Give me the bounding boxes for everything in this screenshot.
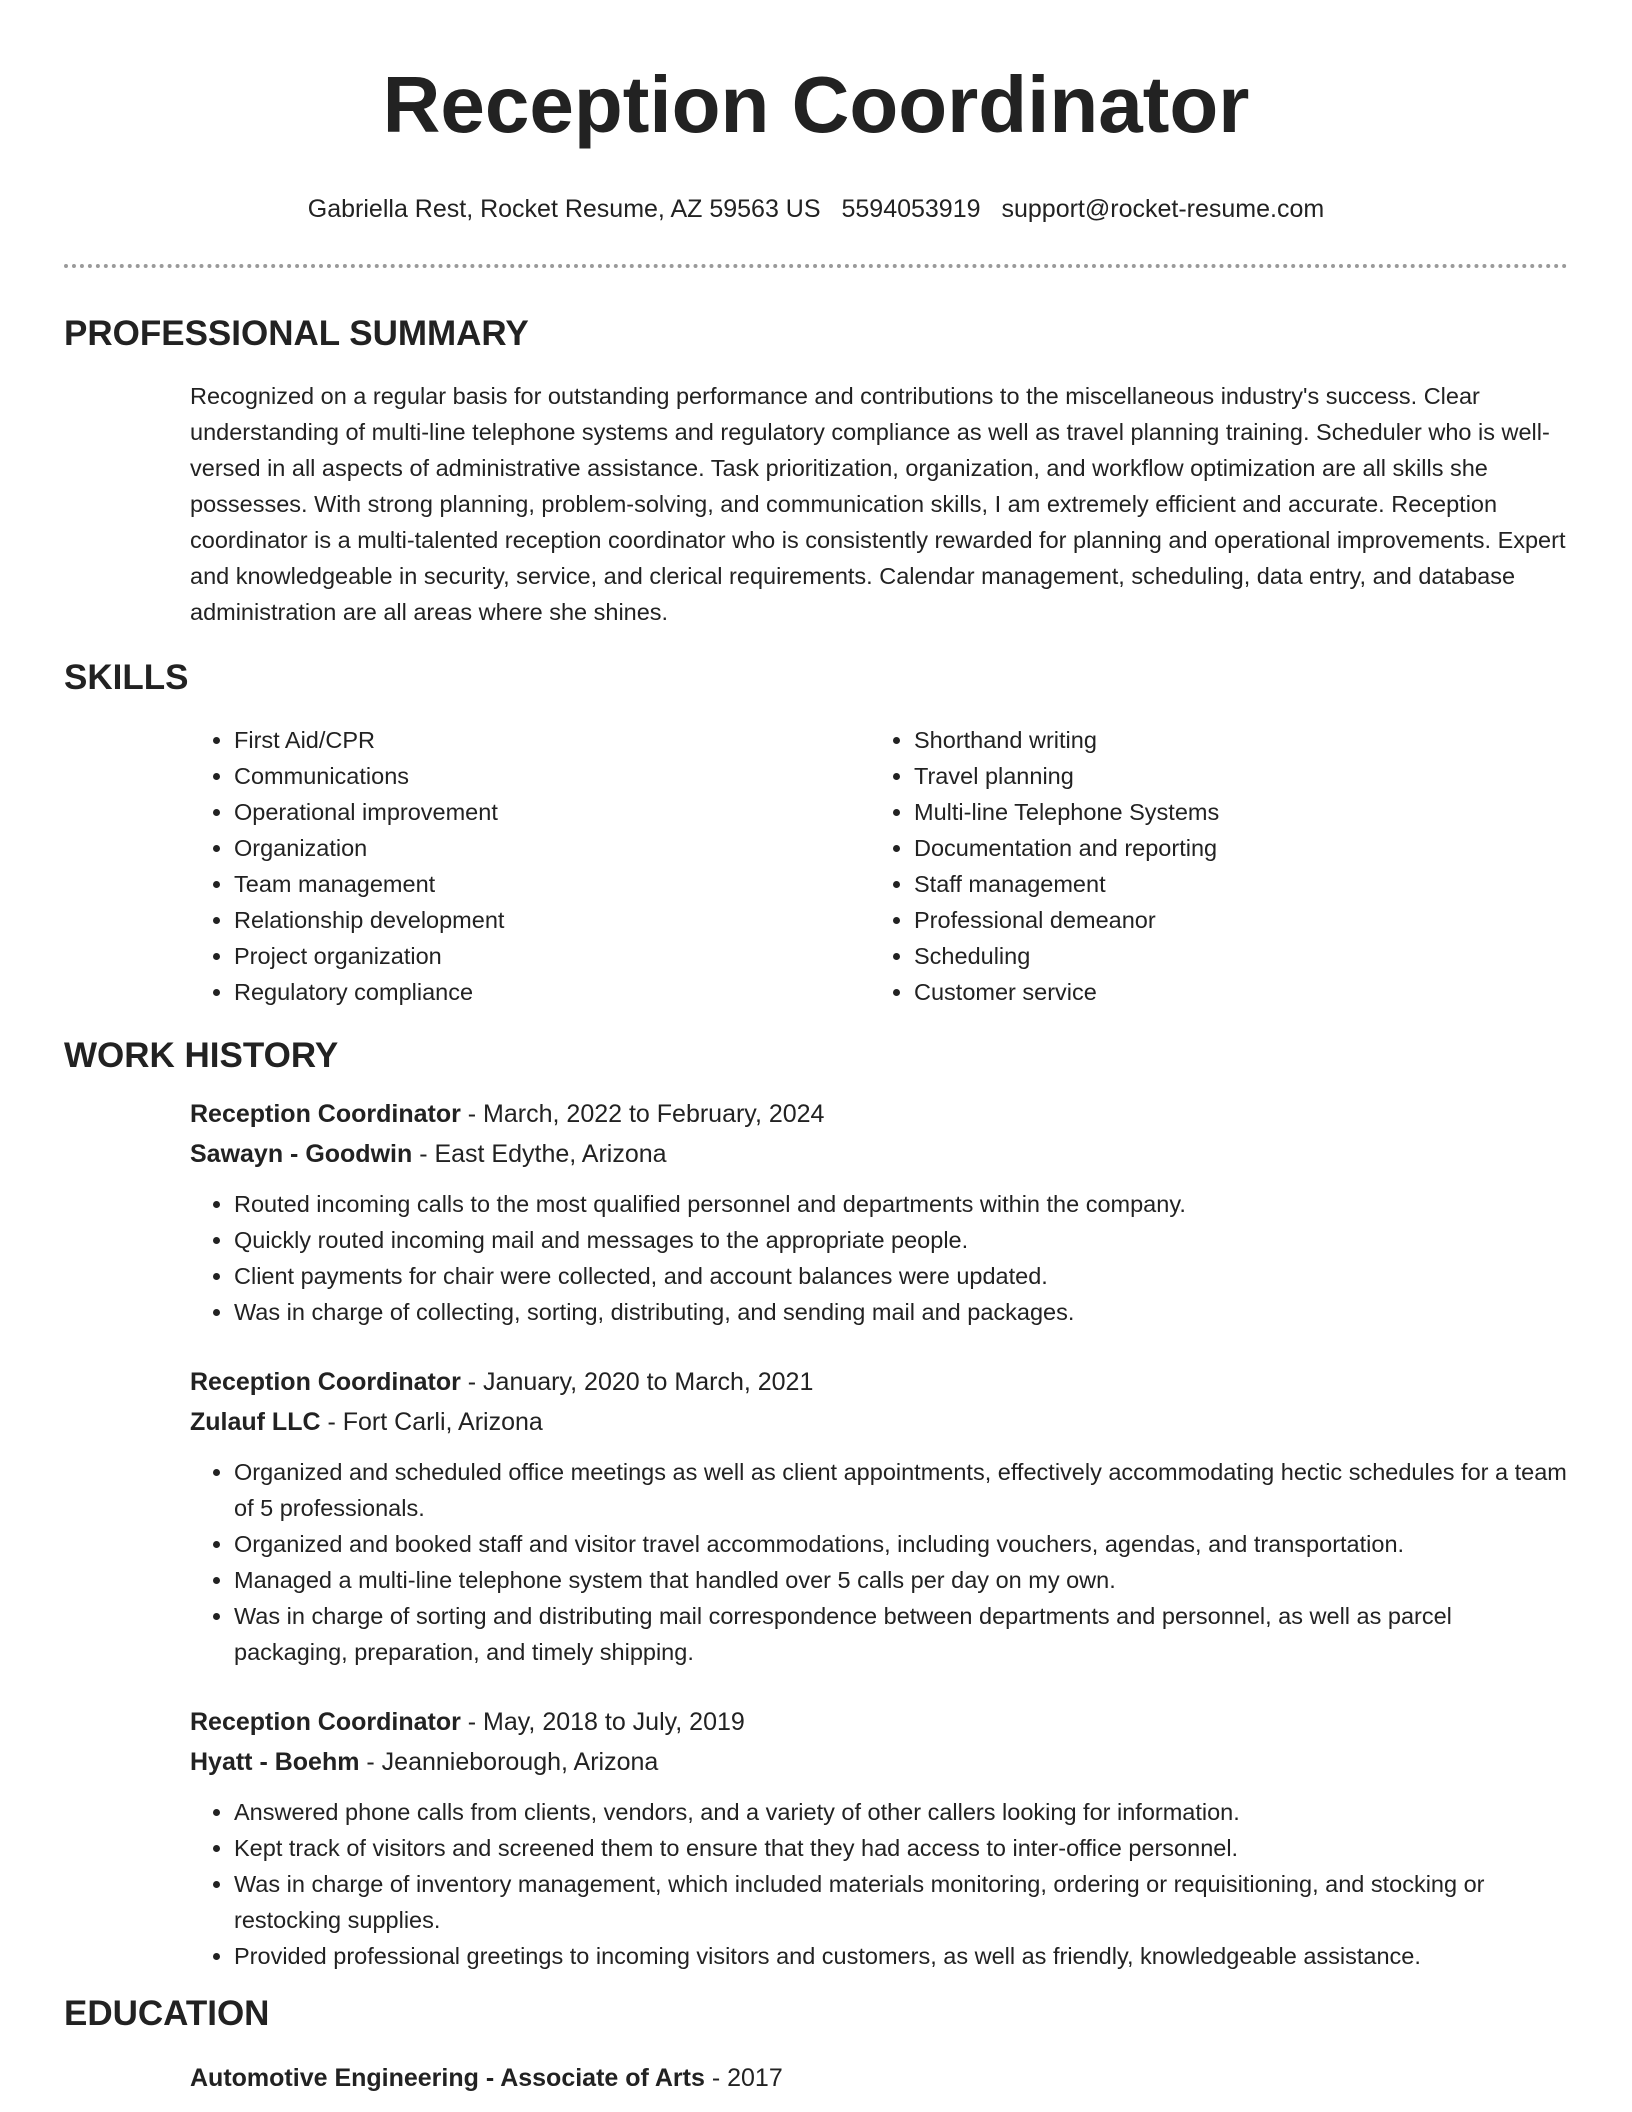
job-dates: - January, 2020 to March, 2021 [460,1368,814,1396]
skill-item: • Documentation and reporting [914,830,1550,866]
summary-text: Recognized on a regular basis for outstanding performance and contributions to the miscellaneous industry's success. Clear understanding of multi-line telephone systems and regulatory compliance as well as travel planning training. Scheduler who is well-versed in all aspects of administrative assistance. Task prioritization, organization, and workflow optimization are all skills she possesses. With strong planning, problem-solving, and communication skills, I am extremely efficient and accurate. Reception coordinator is a multi-talented reception coordinator who is consistently rewarded for planning and operational improvements. Expert and knowledgeable in security, service, and clerical requirements. Calendar management, scheduling, data entry, and database administration are all areas where she shines. [190,383,1566,625]
resume-title: Reception Coordinator [382,60,1250,149]
job-duty: • Quickly routed incoming mail and messages to the appropriate people. [234,1222,1568,1258]
job-duty: • Client payments for chair were collected, and account balances were updated. [234,1258,1568,1294]
job-duty: • Organized and scheduled office meetings as well as client appointments, effectively accommodating hectic schedules for a team of 5 professionals. [234,1454,1568,1526]
job-company: Hyatt - Boehm [190,1748,360,1776]
job-duty: • Was in charge of sorting and distributing mail correspondence between departments and personnel, as well as parcel packaging, preparation, and timely shipping. [234,1598,1568,1670]
job-dates: - May, 2018 to July, 2019 [460,1708,745,1736]
job-entry [190,1094,1568,1330]
skills-list [190,722,1568,1010]
job-dates: - March, 2022 to February, 2024 [460,1100,825,1128]
skill-item: • Project organization [234,938,870,974]
job-title-line [190,1362,1568,1402]
skill-item: • Multi-line Telephone Systems [914,794,1550,830]
skill-item: • Shorthand writing [914,722,1550,758]
job-duties [190,1454,1568,1670]
job-location: - East Edythe, Arizona [412,1140,667,1168]
job-duty: • Managed a multi-line telephone system that handled over 5 calls per day on my own. [234,1562,1568,1598]
education-degree: Automotive Engineering - Associate of Arts [190,2064,705,2092]
job-role: Reception Coordinator [190,1708,461,1736]
job-duty: • Provided professional greetings to incoming visitors and customers, as well as friendly, knowledgeable assistance. [234,1938,1568,1974]
job-company: Sawayn - Goodwin [190,1140,413,1168]
job-entry [190,1362,1568,1670]
job-location: - Fort Carli, Arizona [320,1408,543,1436]
skills-heading: SKILLS [64,658,189,697]
skill-item: • Team management [234,866,870,902]
skill-item: • Regulatory compliance [234,974,870,1010]
work-history-heading: WORK HISTORY [64,1036,339,1075]
education-entry [190,2058,1568,2098]
education-year: - 2017 [704,2064,783,2092]
skill-item: • Travel planning [914,758,1550,794]
job-company-line [190,1402,1568,1442]
skill-item: • Staff management [914,866,1550,902]
contact-email: support@rocket-resume.com [1001,195,1325,223]
skills-column-left [190,722,870,1010]
skill-item: • Communications [234,758,870,794]
skill-item: • Customer service [914,974,1550,1010]
education-heading: EDUCATION [64,1994,270,2033]
job-role: Reception Coordinator [190,1368,461,1396]
job-duty: • Answered phone calls from clients, vendors, and a variety of other callers looking for information. [234,1794,1568,1830]
skill-item: • Organization [234,830,870,866]
job-entry [190,1702,1568,1974]
resume-page [64,0,1568,2098]
skill-item: • First Aid/CPR [234,722,870,758]
job-role: Reception Coordinator [190,1100,461,1128]
summary-heading: PROFESSIONAL SUMMARY [64,314,529,353]
job-company-line [190,1134,1568,1174]
job-title-line [190,1702,1568,1742]
job-title-line [190,1094,1568,1134]
contact-line [64,194,1568,224]
skill-item: • Professional demeanor [914,902,1550,938]
skill-item: • Scheduling [914,938,1550,974]
contact-phone: 5594053919 [841,195,981,223]
job-company-line [190,1742,1568,1782]
skill-item: • Operational improvement [234,794,870,830]
header-divider [64,264,1568,268]
job-location: - Jeannieborough, Arizona [359,1748,659,1776]
skills-column-right [870,722,1550,1010]
job-duties [190,1186,1568,1330]
skill-item: • Relationship development [234,902,870,938]
job-duty: • Kept track of visitors and screened them to ensure that they had access to inter-office personnel. [234,1830,1568,1866]
job-duty: • Was in charge of collecting, sorting, distributing, and sending mail and packages. [234,1294,1568,1330]
contact-address: Gabriella Rest, Rocket Resume, AZ 59563 US [307,195,821,223]
job-duty: • Routed incoming calls to the most qualified personnel and departments within the company. [234,1186,1568,1222]
job-company: Zulauf LLC [190,1408,321,1436]
job-duties [190,1794,1568,1974]
job-duty: • Was in charge of inventory management, which included materials monitoring, ordering or requisitioning, and stocking or restocking supplies. [234,1866,1568,1938]
job-duty: • Organized and booked staff and visitor travel accommodations, including vouchers, agendas, and transportation. [234,1526,1568,1562]
